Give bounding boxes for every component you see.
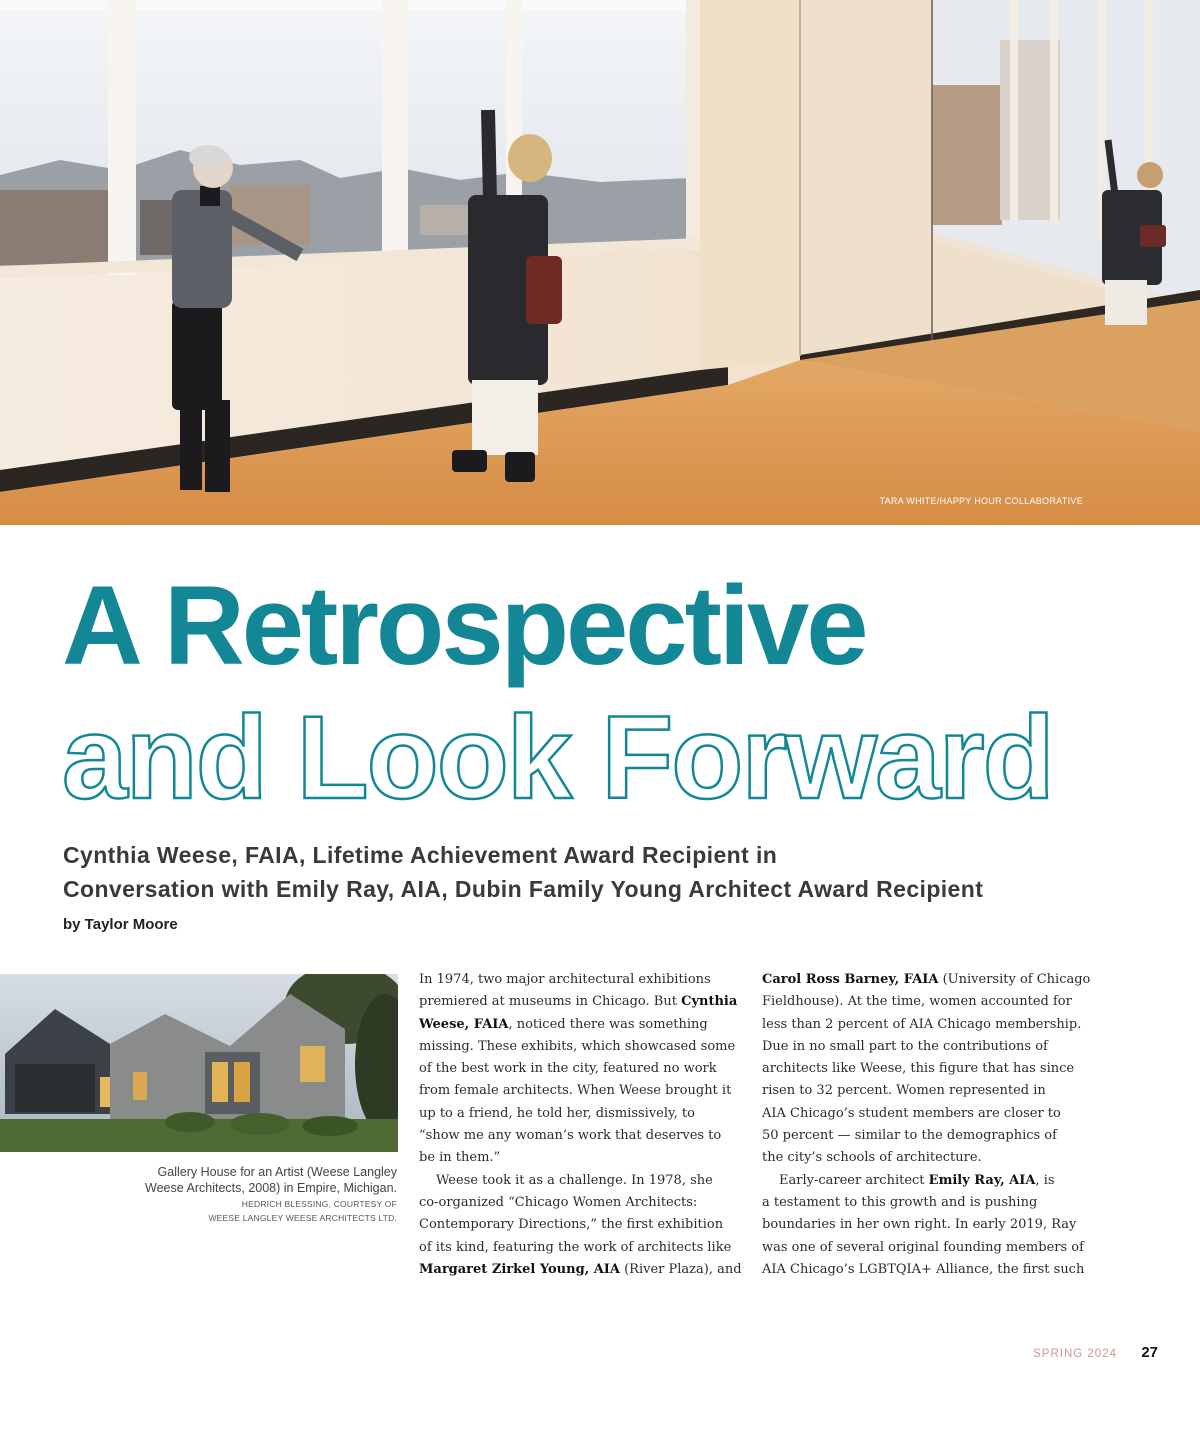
body-line: up to a friend, he told her, dismissively, to: [419, 1105, 695, 1121]
body-line: Weese took it as a challenge. In 1978, she: [436, 1172, 713, 1188]
caption-credit: [60, 1197, 397, 1225]
body-line: Due in no small part to the contributions of: [762, 1038, 1048, 1054]
inset-photo: [0, 974, 398, 1152]
body-line: risen to 32 percent. Women represented in: [762, 1083, 1046, 1099]
subtitle-line-2: Conversation with Emily Ray, AIA, Dubin Family Young Architect Award Recipient: [63, 876, 984, 902]
byline: by Taylor Moore: [63, 916, 178, 933]
caption-line-2: Weese Architects, 2008) in Empire, Michigan.: [145, 1181, 397, 1195]
hero-photo-illustration: [0, 0, 1200, 525]
caption-credit-line-2: WEESE LANGLEY WEESE ARCHITECTS LTD.: [208, 1213, 397, 1223]
headline-line-2: and Look Forward: [62, 692, 1053, 824]
body-column-1: [419, 969, 749, 1281]
person-name: Carol Ross Barney, FAIA: [762, 972, 939, 987]
text-run: , is: [1035, 1172, 1055, 1188]
text-run: premiered at museums in Chicago. But: [419, 994, 682, 1010]
body-line: the city’s schools of architecture.: [762, 1150, 982, 1166]
page-number: 27: [1141, 1344, 1158, 1361]
body-line: In 1974, two major architectural exhibitions: [419, 972, 711, 987]
body-line: less than 2 percent of AIA Chicago membership.: [762, 1016, 1082, 1032]
body-line: a testament to this growth and is pushing: [762, 1194, 1038, 1210]
person-name: Cynthia: [681, 994, 738, 1010]
body-column-2: [762, 969, 1092, 1281]
text-run: (River Plaza), and: [619, 1261, 742, 1277]
body-line: boundaries in her own right. In early 2019, Ray: [762, 1217, 1077, 1233]
body-line: Fieldhouse). At the time, women accounted for: [762, 994, 1072, 1010]
body-line: of its kind, featuring the work of architects like: [419, 1239, 732, 1255]
body-line: from female architects. When Weese brought it: [419, 1083, 732, 1099]
body-line: [419, 1259, 749, 1281]
body-line: [419, 1014, 749, 1036]
hero-photo: [0, 0, 1200, 525]
person-name: Weese, FAIA: [419, 1016, 509, 1032]
text-run: (University of Chicago: [938, 972, 1091, 987]
body-line: be in them.”: [419, 1150, 501, 1166]
inset-photo-illustration: [0, 974, 398, 1152]
subtitle-line-1: Cynthia Weese, FAIA, Lifetime Achievement Award Recipient in: [63, 842, 778, 868]
body-line: architects like Weese, this figure that has since: [762, 1061, 1075, 1077]
caption-credit-line-1: HEDRICH BLESSING, COURTESY OF: [241, 1199, 397, 1209]
subtitle: [63, 838, 1063, 906]
photo-credit: TARA WHITE/HAPPY HOUR COLLABORATIVE: [879, 496, 1083, 506]
body-line: was one of several original founding members of: [762, 1239, 1084, 1255]
body-line: [762, 969, 1092, 991]
body-line: [419, 991, 749, 1013]
body-line: missing. These exhibits, which showcased some: [419, 1038, 736, 1054]
inset-caption: [60, 1164, 397, 1225]
text-run: Early-career architect: [779, 1172, 929, 1188]
body-line: Contemporary Directions,” the first exhibition: [419, 1217, 724, 1233]
person-name: Emily Ray, AIA: [928, 1172, 1036, 1188]
issue-label: SPRING 2024: [1033, 1348, 1117, 1360]
headline-line-1: A Retrospective: [62, 563, 866, 688]
body-line: “show me any woman’s work that deserves to: [419, 1128, 722, 1144]
person-name: Margaret Zirkel Young, AIA: [419, 1261, 620, 1277]
text-run: , noticed there was something: [508, 1016, 708, 1032]
body-line: AIA Chicago’s LGBTQIA+ Alliance, the first such: [762, 1261, 1085, 1277]
body-line: AIA Chicago’s student members are closer to: [762, 1105, 1061, 1121]
caption-line-1: Gallery House for an Artist (Weese Langley: [157, 1165, 397, 1179]
body-line: 50 percent — similar to the demographics of: [762, 1128, 1057, 1144]
body-line: co-organized “Chicago Women Architects:: [419, 1194, 698, 1210]
body-line: of the best work in the city, featured no work: [419, 1061, 717, 1077]
caption-text: [60, 1164, 397, 1196]
body-line: [762, 1170, 1092, 1192]
